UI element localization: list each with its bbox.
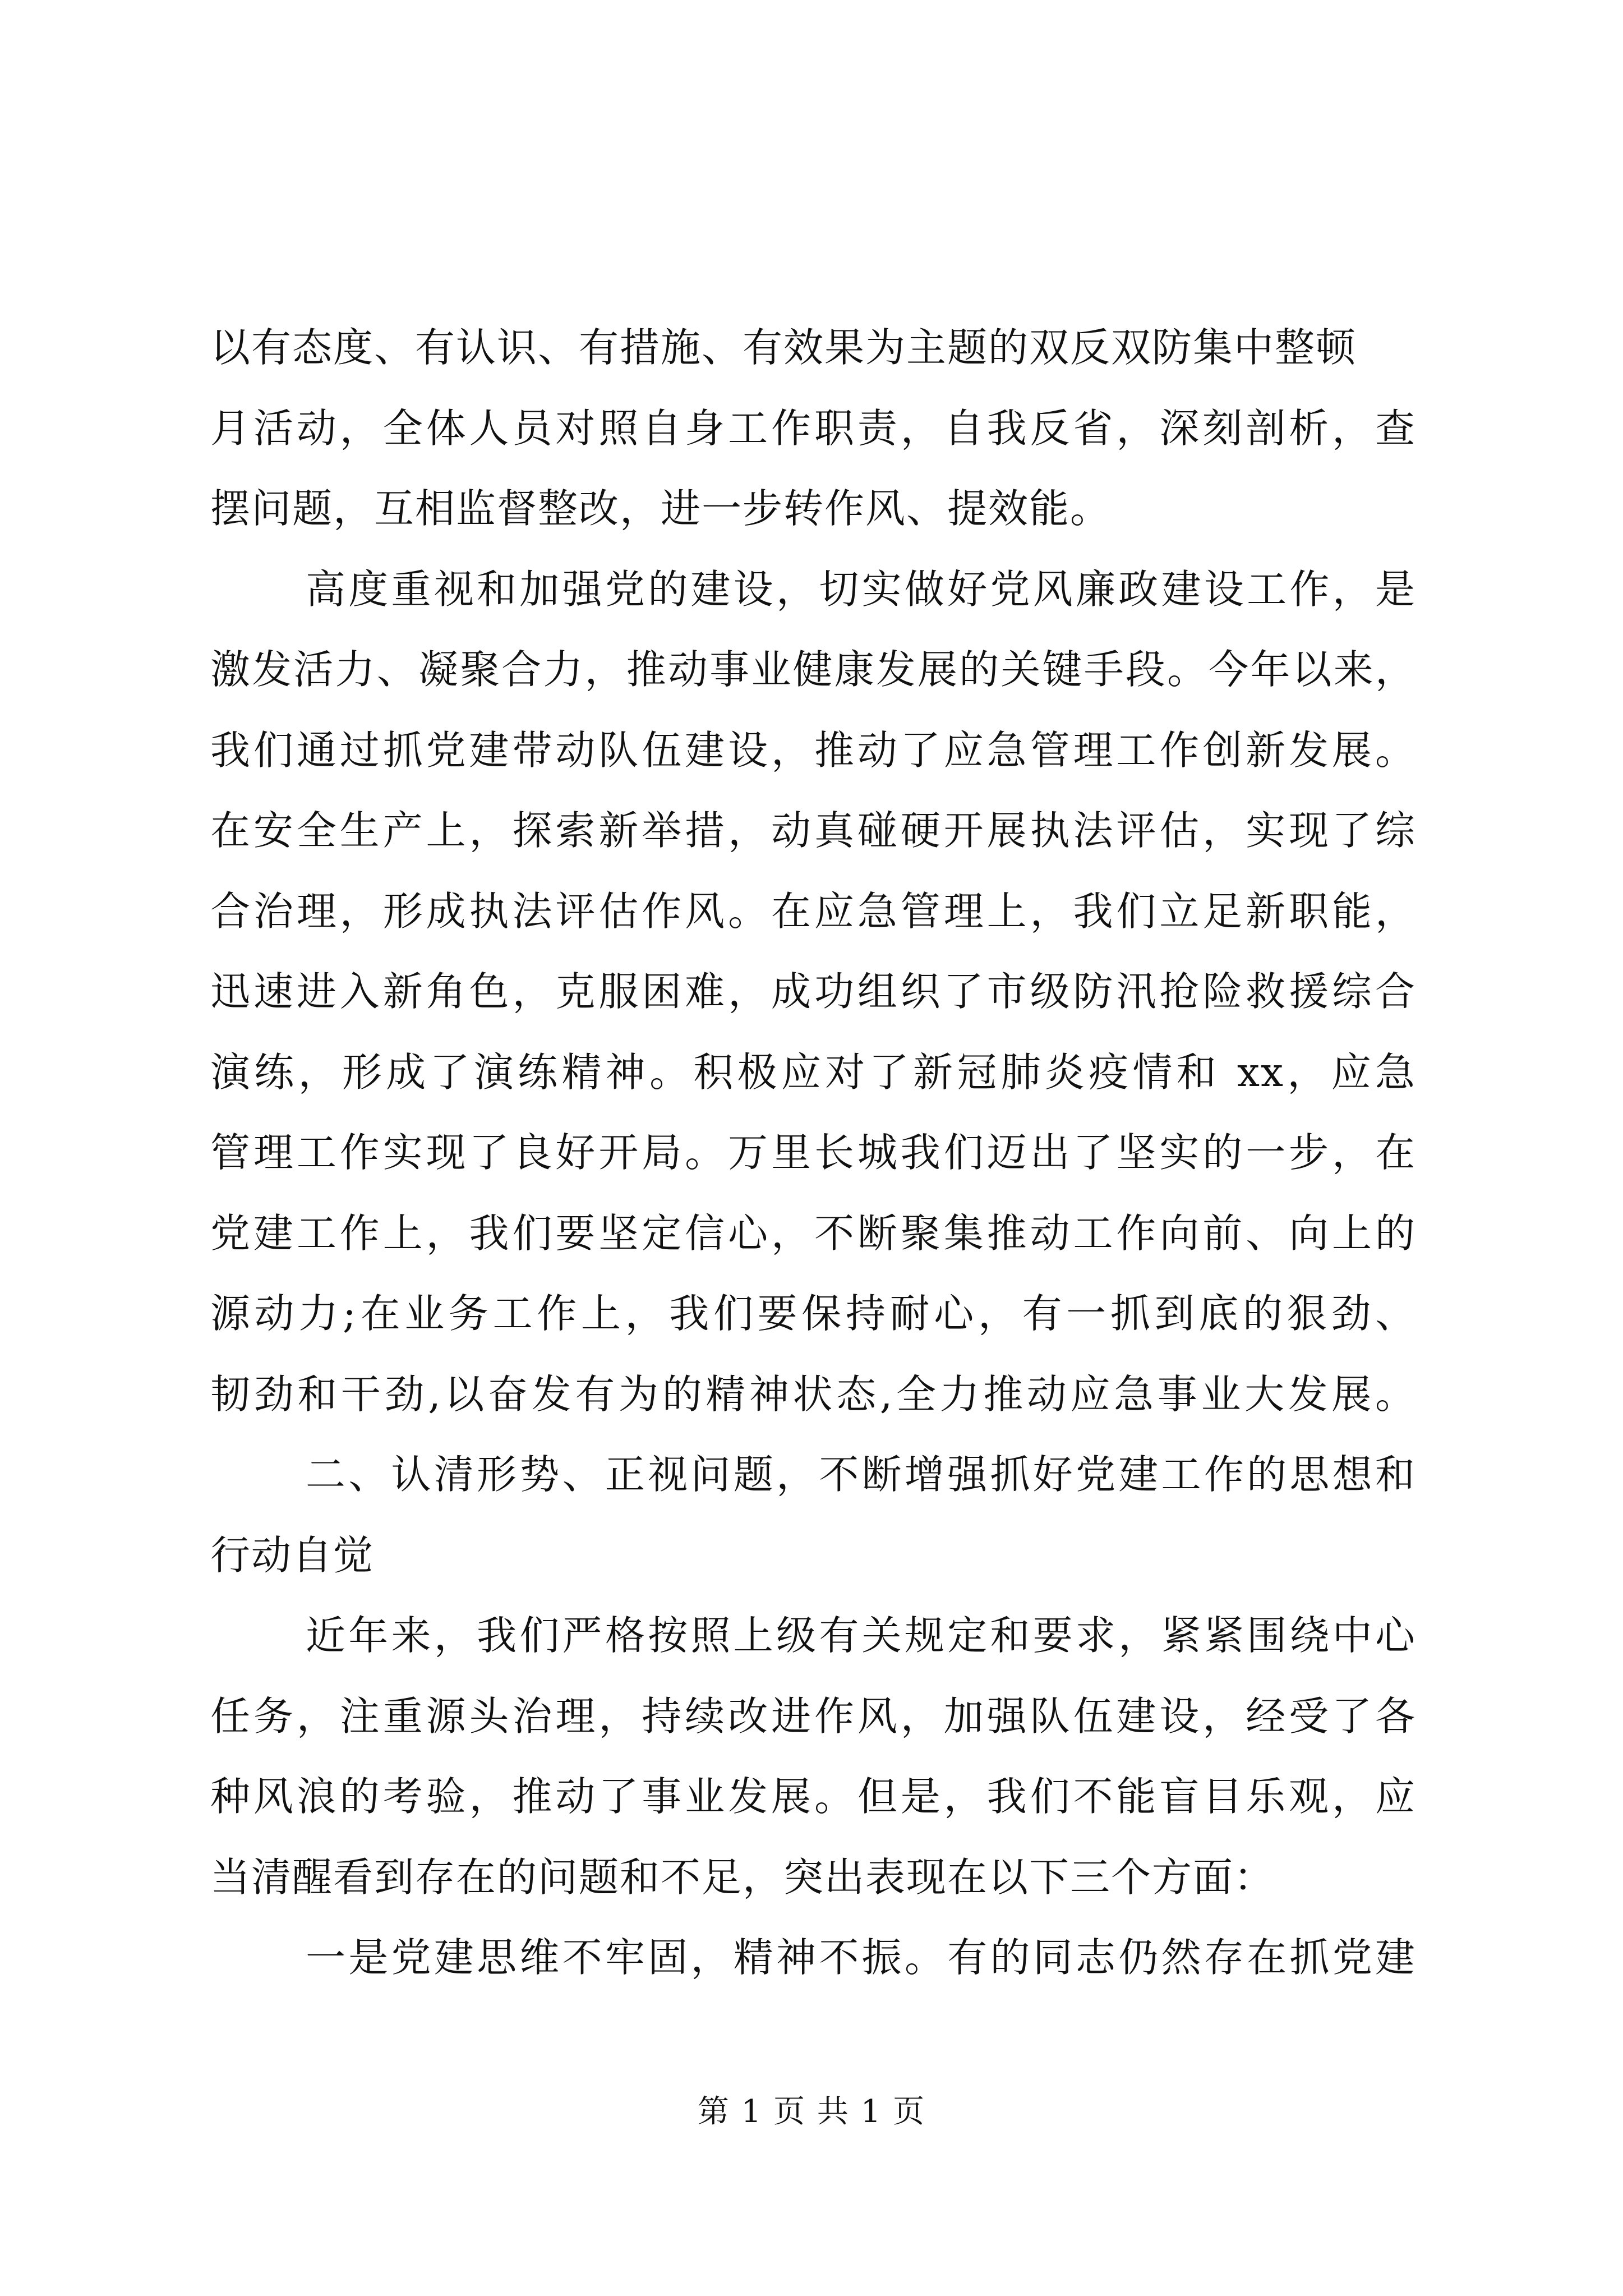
text-line: 以有态度、有认识、有措施、有效果为主题的双反双防集中整顿: [210, 324, 1357, 371]
text-line: 迅速进入新角色，克服困难，成功组织了市级防汛抢险救援综合: [210, 968, 1416, 1015]
text-line: 摆问题，互相监督整改，进一步转作风、提效能。: [210, 485, 1112, 532]
text-line: 我们通过抓党建带动队伍建设，推动了应急管理工作创新发展。: [210, 726, 1416, 774]
text-line: 韧劲和干劲,以奋发有为的精神状态,全力推动应急事业大发展。: [210, 1370, 1416, 1418]
text-line: 种风浪的考验，推动了事业发展。但是，我们不能盲目乐观，应: [210, 1773, 1416, 1820]
text-line: 源动力;在业务工作上，我们要保持耐心，有一抓到底的狠劲、: [210, 1290, 1416, 1337]
text-line: 合治理，形成执法评估作风。在应急管理上，我们立足新职能，: [210, 887, 1416, 935]
text-line: 在安全生产上，探索新举措，动真碰硬开展执法评估，实现了综: [210, 807, 1416, 854]
text-line: 一是党建思维不牢固，精神不振。有的同志仍然存在抓党建: [306, 1934, 1416, 1981]
text-line: 管理工作实现了良好开局。万里长城我们迈出了坚实的一步，在: [210, 1129, 1416, 1176]
text-line: 行动自觉: [210, 1531, 375, 1579]
text-line: 高度重视和加强党的建设，切实做好党风廉政建设工作，是: [306, 565, 1416, 613]
text-line: 二、认清形势、正视问题，不断增强抓好党建工作的思想和: [306, 1451, 1416, 1498]
text-line: 任务，注重源头治理，持续改进作风，加强队伍建设，经受了各: [210, 1692, 1416, 1740]
text-line: 月活动，全体人员对照自身工作职责，自我反省，深刻剖析，查: [210, 404, 1416, 452]
text-line: 党建工作上，我们要坚定信心，不断聚集推动工作向前、向上的: [210, 1209, 1416, 1257]
text-line: 当清醒看到存在的问题和不足，突出表现在以下三个方面：: [210, 1853, 1275, 1901]
body-text: [210, 307, 1416, 1998]
text-line: 近年来，我们严格按照上级有关规定和要求，紧紧围绕中心: [306, 1612, 1416, 1659]
text-line: 演练，形成了演练精神。积极应对了新冠肺炎疫情和 xx，应急: [210, 1048, 1416, 1096]
page-footer: 第 1 页 共 1 页: [697, 2093, 926, 2130]
text-line: 激发活力、凝聚合力，推动事业健康发展的关键手段。今年以来，: [210, 646, 1416, 693]
